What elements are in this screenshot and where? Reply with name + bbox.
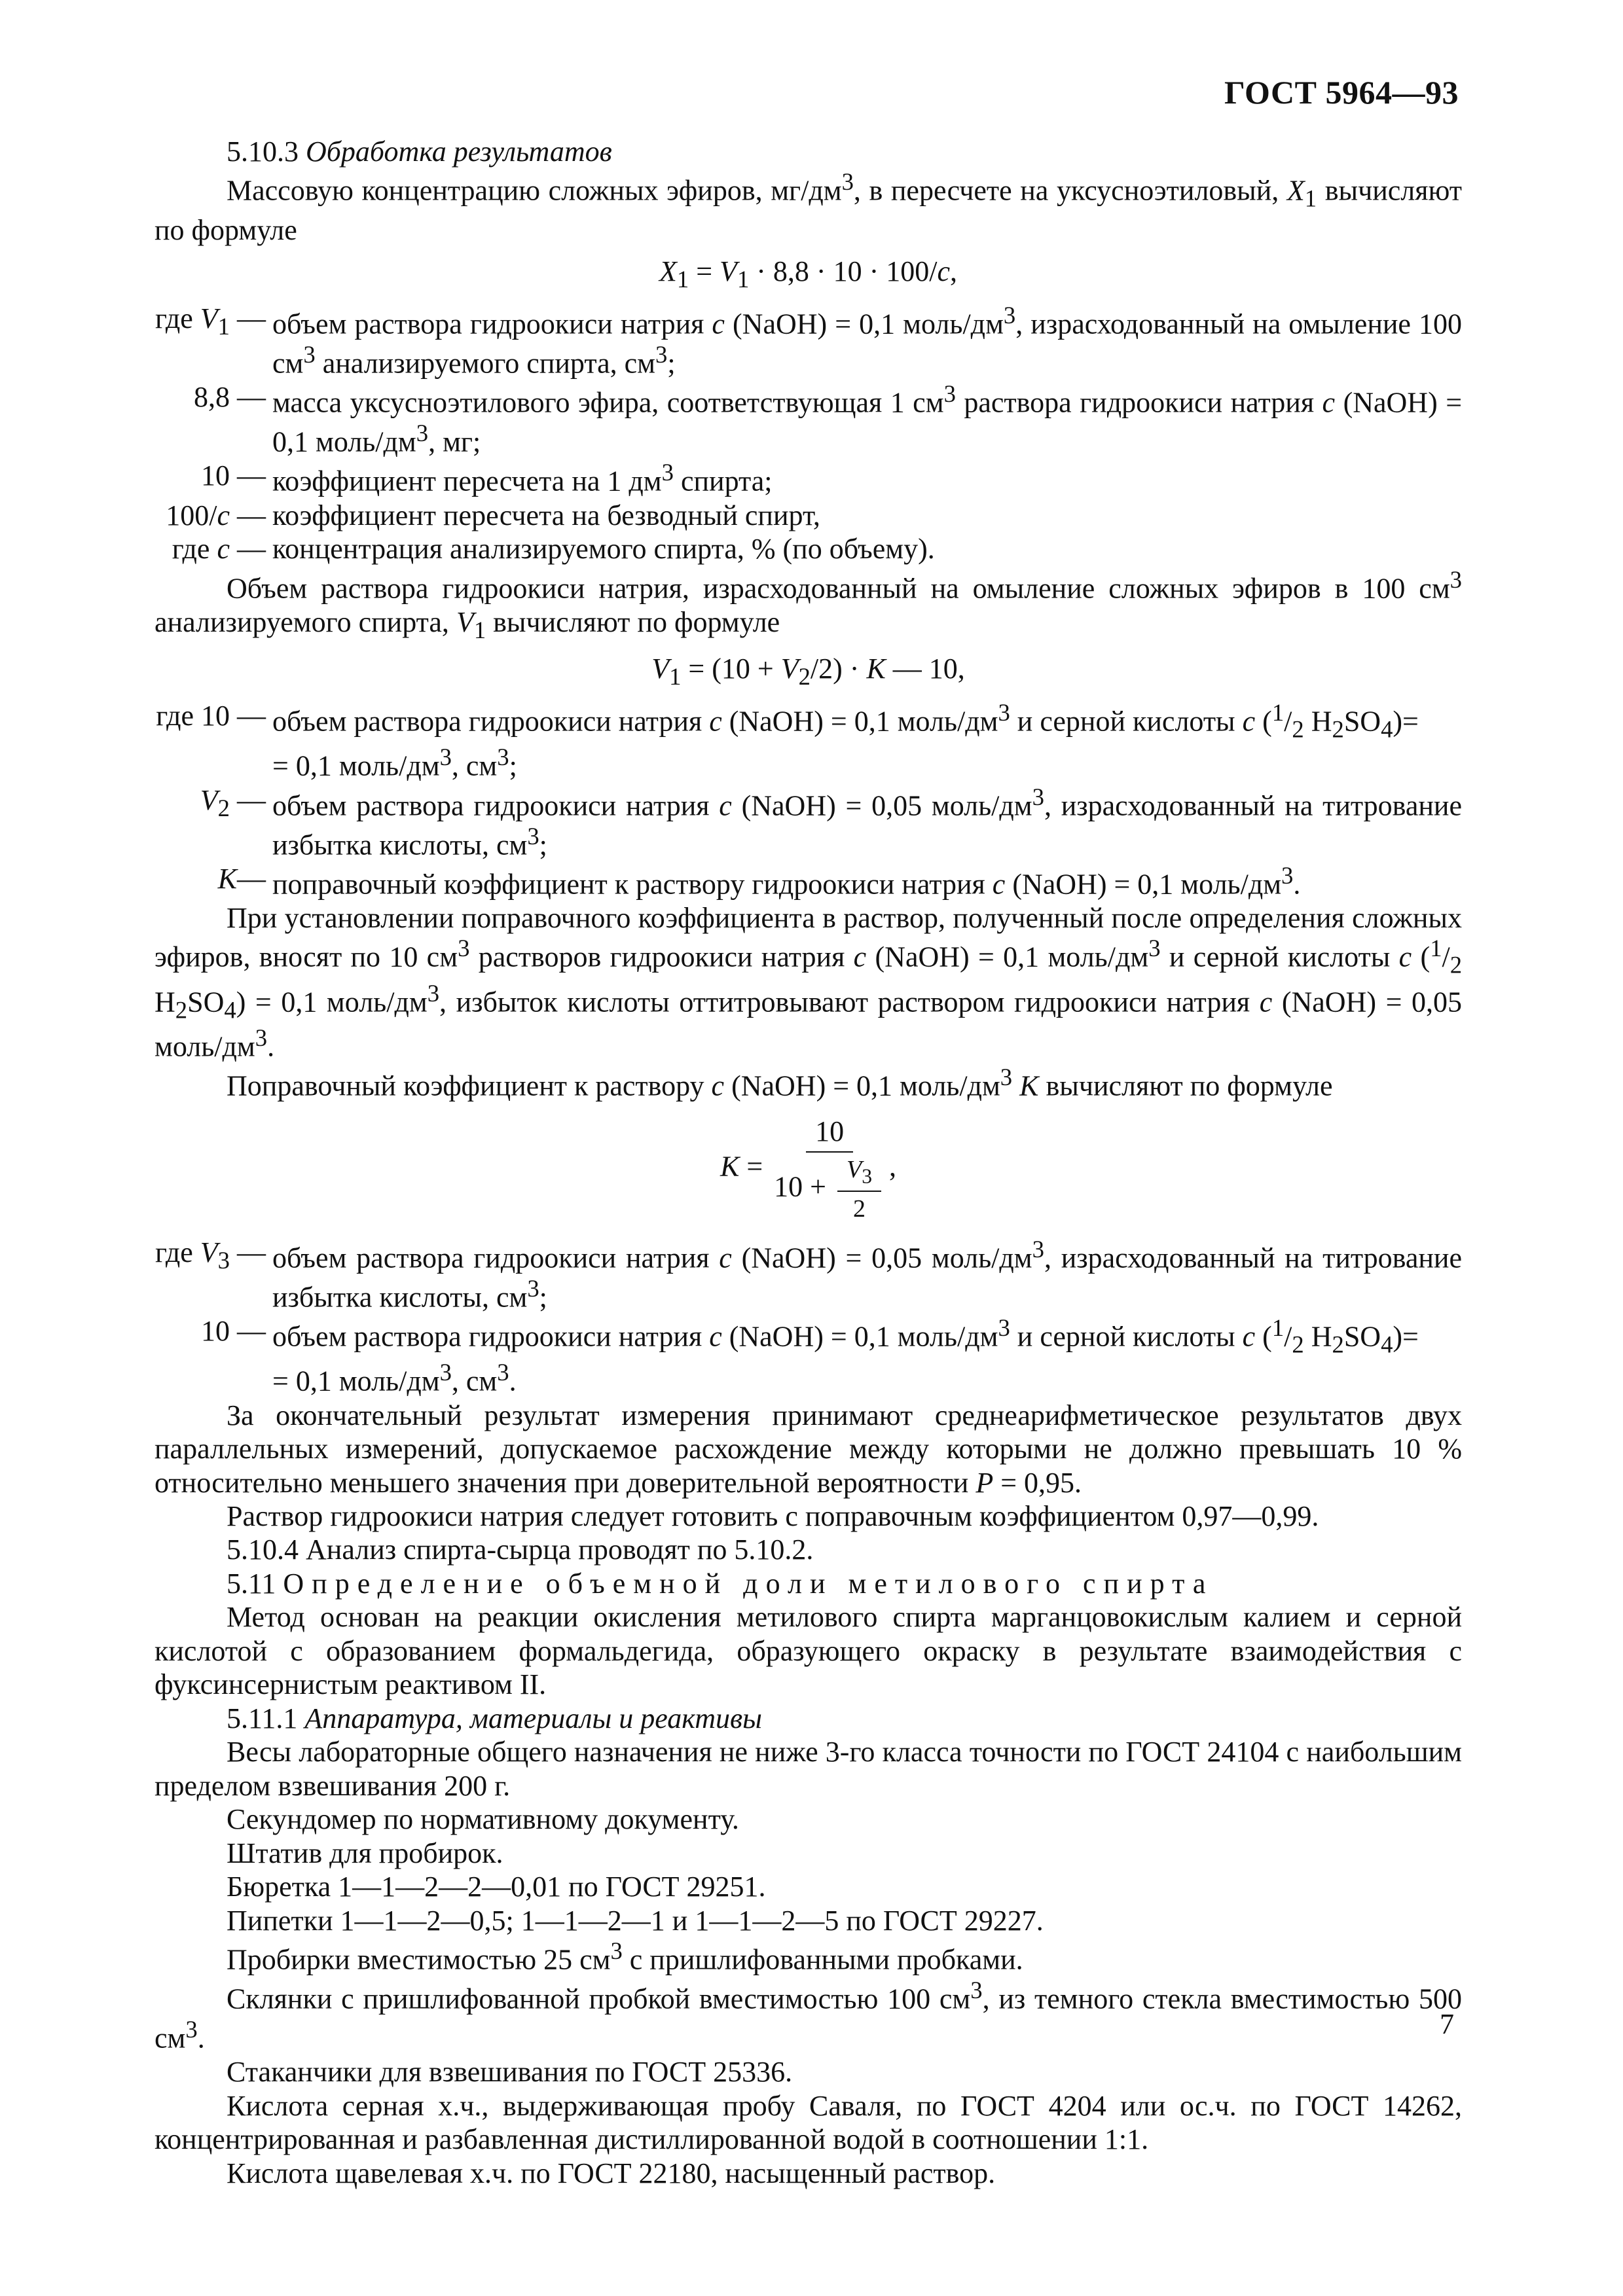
list-item: Пипетки 1—1—2—0,5; 1—1—2—1 и 1—1—2—5 по ГОСТ 29227.: [227, 1904, 1044, 1937]
heading-5-11-1: 5.11.1 Аппаратура, материалы и реактивы: [227, 1702, 762, 1734]
paragraph-intro: Массовую концентрацию сложных эфиров, $мг/дм^3$, в пересчете на уксусноэтиловый, $X_1$ вычисляют по формуле: [155, 168, 1462, 246]
definition: объем раствора гидроокиси натрия c (NaOH) = 0,1 моль/$дм^3$, израсходованный на омыление 100 $см^3$ анализируемого спирта, $см^3$;: [272, 301, 1463, 380]
list-item: Кислота серная х.ч., выдерживающая пробу Саваля, по ГОСТ 4204 или ос.ч. по ГОСТ 14262, концентрированная и разбавленная дистиллированной водой в соотношении 1:1.: [155, 2089, 1462, 2156]
page-number: 7: [1440, 2008, 1454, 2040]
term: 100/c —: [166, 499, 266, 531]
heading-5-10-3: 5.10.3 Обработка результатов: [227, 135, 612, 168]
definition: объем раствора гидроокиси натрия c (NaOH) = 0,05 моль/$дм^3$, израсходованный на титрование избытка кислоты, $см^3$;: [272, 783, 1463, 861]
term: 10 —: [201, 459, 266, 492]
definition: коэффициент пересчета на 1 $дм^3$ спирта;: [272, 459, 773, 498]
heading-5-11: 5.11 Определение объемной доли метилового спирта: [227, 1567, 1214, 1600]
list-item: Пробирки вместимостью 25 $см^3$ с пришлифованными пробками.: [227, 1937, 1023, 1976]
definition: коэффициент пересчета на безводный спирт,: [272, 499, 820, 531]
term: 8,8 —: [194, 381, 266, 414]
term: 10 —: [201, 1315, 266, 1348]
paragraph-correction: При установлении поправочного коэффициента в раствор, полученный после определения сложных эфиров, вносят по 10 $см^3$ растворов гидроокиси натрия c (NaOH) = 0,1 моль/$дм^3$ и серной кислоты c ($^1/_2$ $H_2SO_4) = 0,1$ моль/$дм^3$, избыток кислоты оттитровывают раствором гидроокиси натрия c (NaOH) = 0,05 моль/$дм^3$.: [155, 901, 1463, 1063]
definitions-2: [155, 699, 1462, 901]
definition: поправочный коэффициент к раствору гидроокиси натрия c (NaOH) = 0,1 моль/$дм^3$.: [272, 861, 1301, 901]
definition: объем раствора гидроокиси натрия c (NaOH) = 0,1 моль/$дм^3$ и серной кислоты c ($^1/_2$ $H_2SO_4)=$ = 0,1 моль/$дм^3$, $см^3$.: [272, 1314, 1419, 1398]
definition: концентрация анализируемого спирта, % (по объему).: [272, 533, 935, 565]
formula-v1: $V_1 = (10 + V_2/2) \cdot K$ — 10,: [651, 653, 965, 691]
formula-k: K = 10 10 + $\frac{V_3}{2}$ ,: [720, 1115, 897, 1223]
list-item: Бюретка 1—1—2—2—0,01 по ГОСТ 29251.: [227, 1871, 766, 1903]
term: $V_2$ —: [200, 783, 266, 821]
term: где $V_1$ —: [155, 302, 266, 340]
list-item: Кислота щавелевая х.ч. по ГОСТ 22180, насыщенный раствор.: [227, 2157, 996, 2189]
paragraph-5-10-4: 5.10.4 Анализ спирта-сырца проводят по 5.10.2.: [227, 1534, 814, 1566]
definitions-3: [155, 1236, 1462, 1399]
definition: объем раствора гидроокиси натрия c (NaOH) = 0,1 моль/$дм^3$ и серной кислоты c ($^1/_2$ $H_2SO_4)=$ = 0,1 моль/$дм^3$, $см^3$;: [272, 699, 1419, 783]
term: K—: [217, 862, 266, 895]
inner-fraction: $\frac{V_3}{2}$: [837, 1155, 881, 1224]
definition: объем раствора гидроокиси натрия c (NaOH) = 0,05 моль/$дм^3$, израсходованный на титрование избытка кислоты, $см^3$;: [272, 1235, 1463, 1314]
paragraph-naoh: Раствор гидроокиси натрия следует готовить с поправочным коэффициентом 0,97—0,99.: [227, 1499, 1319, 1532]
definition: масса уксусноэтилового эфира, соответствующая 1 $см^3$ раствора гидроокиси натрия c (NaOH) = 0,1 моль/$дм^3$, мг;: [272, 380, 1463, 458]
list-item: Штатив для пробирок.: [227, 1837, 503, 1869]
paragraph-k-formula: Поправочный коэффициент к раствору c (NaOH) = 0,1 моль/$дм^3$ K вычисляют по формуле: [227, 1064, 1333, 1102]
list-item: Весы лабораторные общего назначения не ниже 3-го класса точности по ГОСТ 24104 с наибольшим пределом взвешивания 200 г.: [155, 1736, 1462, 1802]
list-item: Стаканчики для взвешивания по ГОСТ 25336.: [227, 2056, 793, 2089]
list-item: Склянки с пришлифованной пробкой вместимостью 100 $см^3$, из темного стекла вместимостью 500 $см^3$.: [155, 1977, 1463, 2054]
term: где c —: [172, 533, 266, 565]
document-header: ГОСТ 5964—93: [1224, 74, 1459, 111]
list-item: Секундомер по нормативному документу.: [227, 1803, 739, 1836]
fraction: 10 10 + $\frac{V_3}{2}$: [774, 1115, 885, 1224]
body-text: [155, 135, 1462, 2190]
formula-x1: $X_1 = V_1 \cdot 8,8 \cdot 10 \cdot 100/c$,: [659, 255, 957, 293]
paragraph-method: Метод основан на реакции окисления метилового спирта марганцовокислым калием и серной кислотой с образованием формальдегида, образующего окраску в результате взаимодействия с фуксинсернистым реактивом II.: [155, 1601, 1462, 1701]
paragraph-v1: Объем раствора гидроокиси натрия, израсходованный на омыление сложных эфиров в 100 $см^3$ анализируемого спирта, $V_1$ вычисляют по формуле: [155, 565, 1462, 643]
term: где $V_3$ —: [155, 1236, 266, 1274]
definitions-1: [155, 302, 1462, 566]
term: где 10 —: [156, 700, 266, 732]
paragraph-final-result: За окончательный результат измерения принимают среднеарифметическое результатов двух параллельных измерений, допускаемое расхождение между которыми не должно превышать 10 % относительно меньшего значения при доверительной вероятности P = 0,95.: [155, 1399, 1462, 1499]
